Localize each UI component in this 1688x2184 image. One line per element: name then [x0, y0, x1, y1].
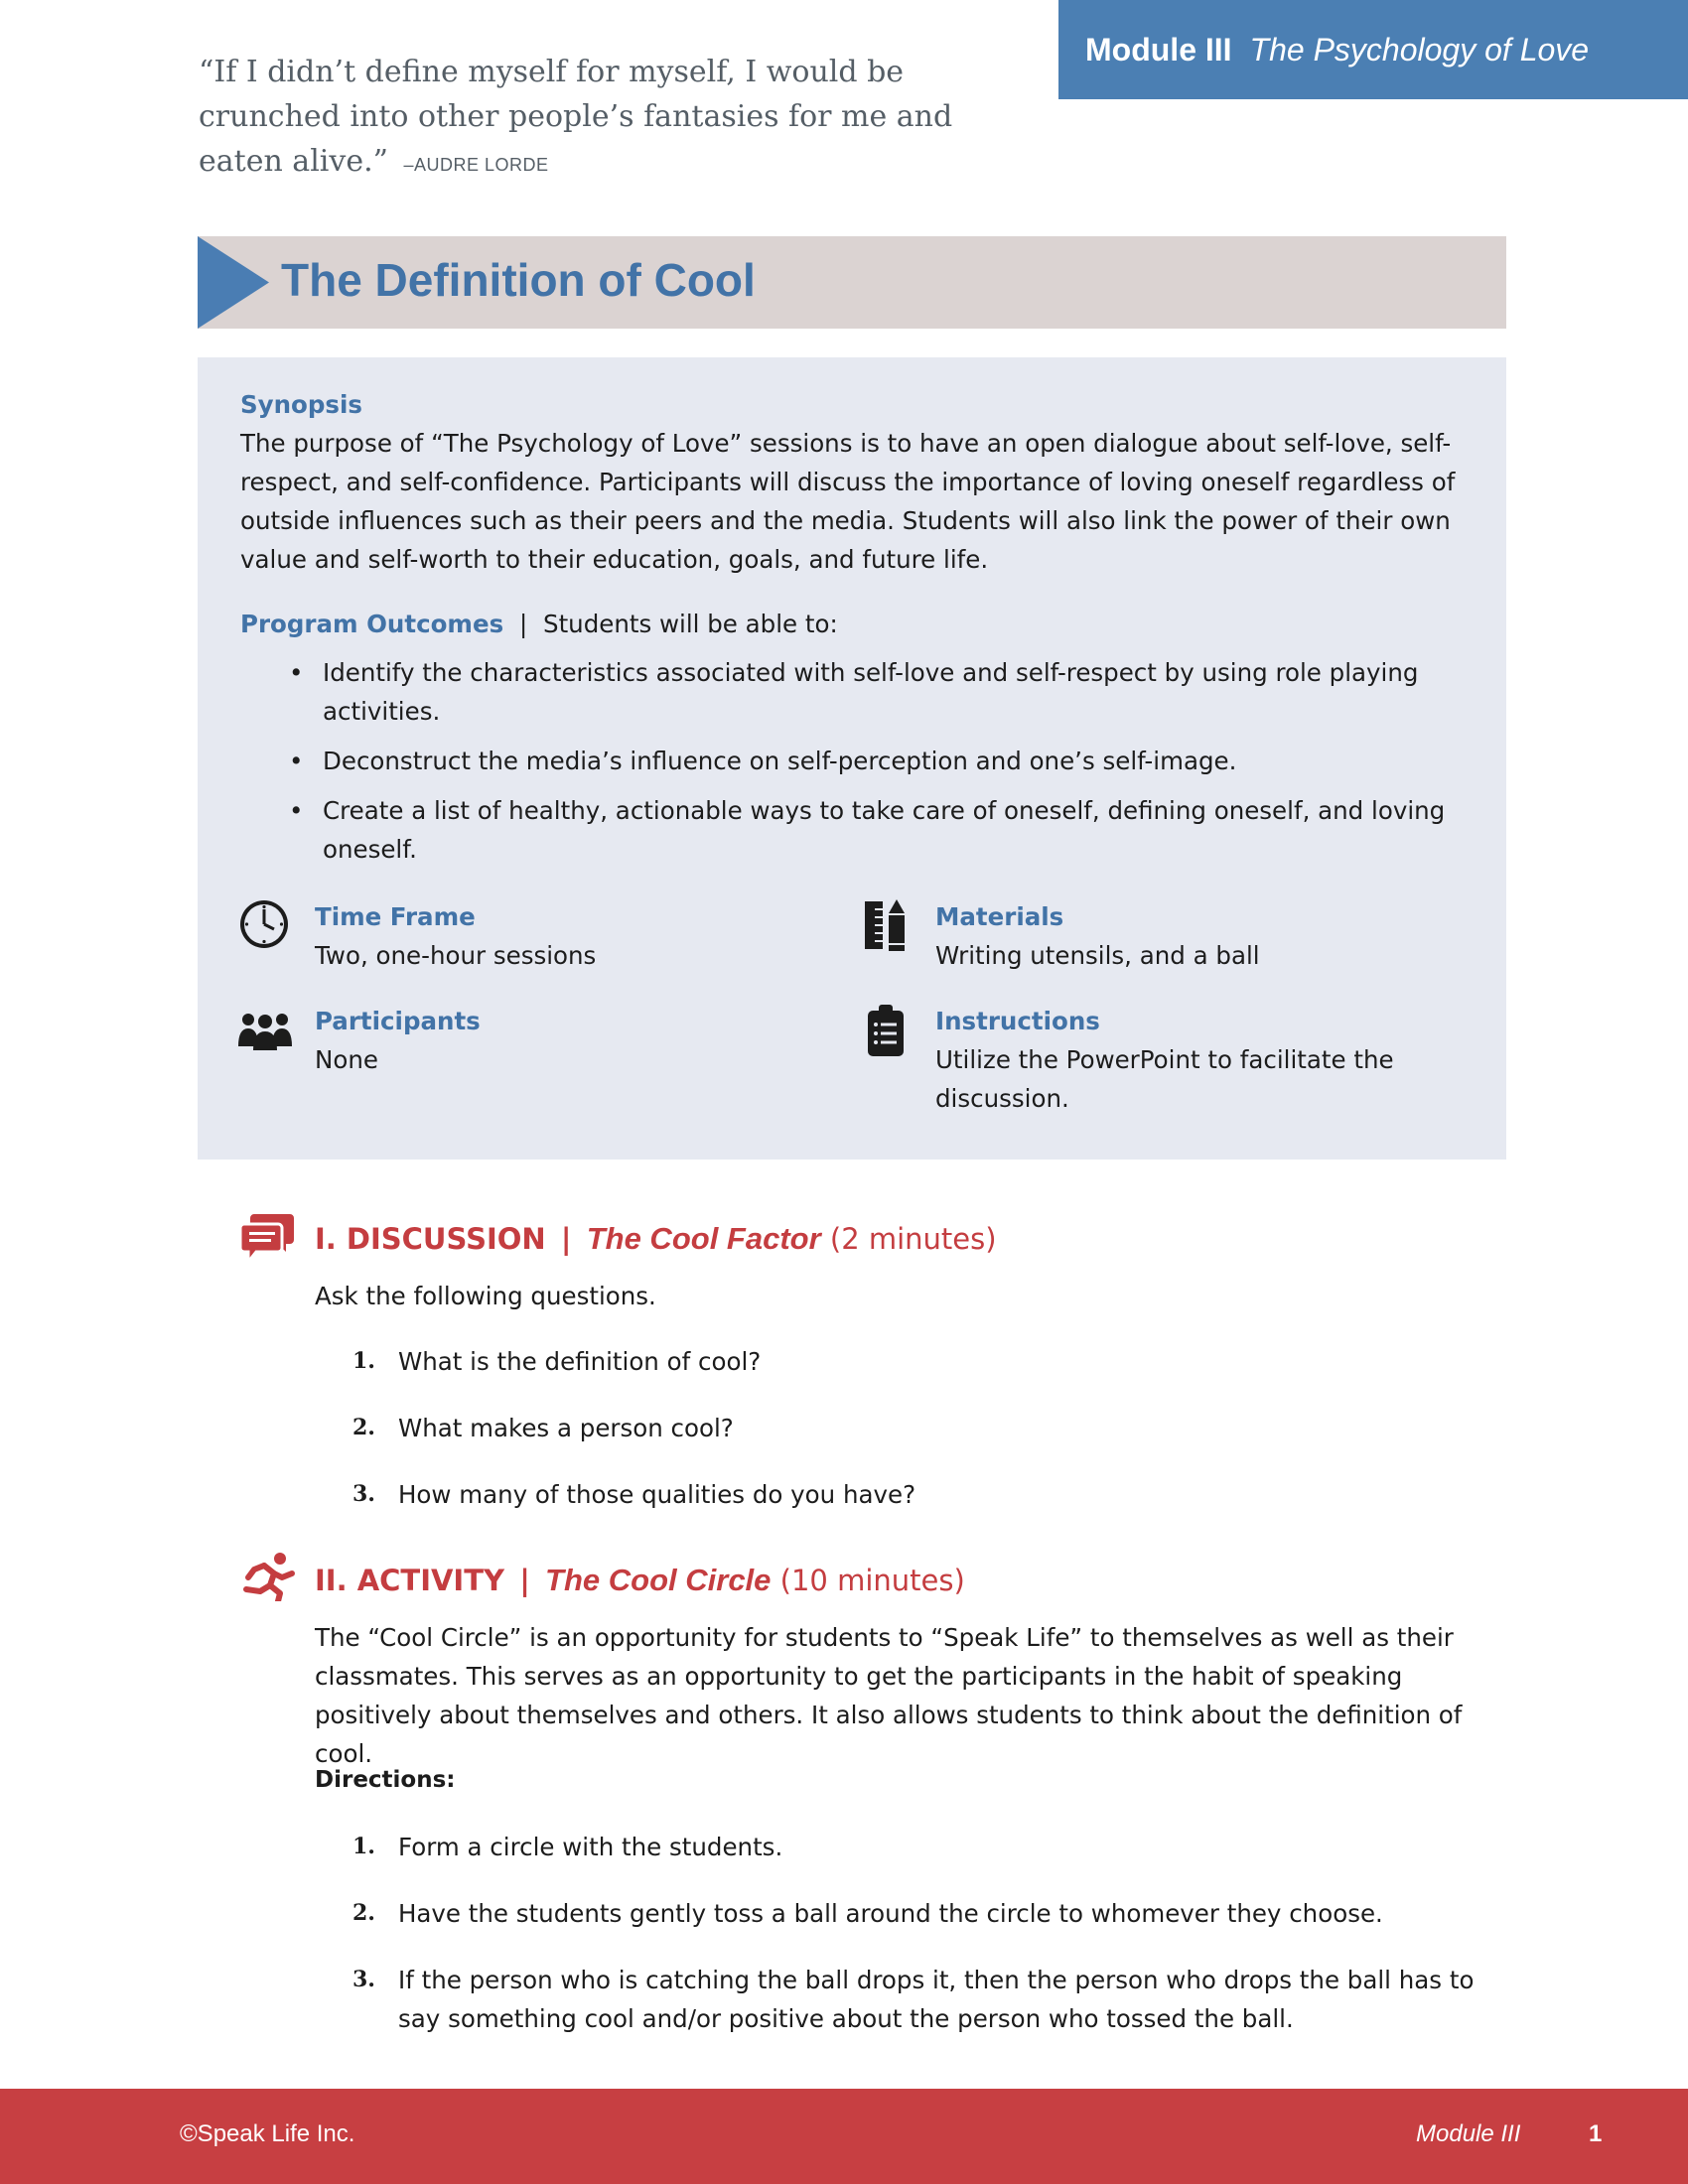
synopsis-text: The purpose of “The Psychology of Love” sessions is to have an open dialogue about self-love, self-respect, and self-confidence. Participants will discuss the importance of loving oneself regardless of outside influences such as their peers and the media. Students will also link the power of their own value and self-worth to their education, goals, and future life. [240, 429, 1456, 574]
list-item: 1. Form a circle with the students. [352, 1833, 783, 1861]
page-number: 1 [1589, 2120, 1603, 2147]
title-arrow-icon [198, 236, 271, 329]
list-item: • Identify the characteristics associated with self-love and self-respect by using role playing activities. [289, 658, 1419, 726]
discussion-separator: | [560, 1222, 572, 1256]
materials-text: Writing utensils, and a ball [935, 941, 1260, 970]
discussion-intro: Ask the following questions. [315, 1282, 656, 1310]
activity-separator: | [519, 1564, 530, 1597]
list-item: • Deconstruct the media’s influence on self-perception and one’s self-image. [289, 747, 1237, 775]
discussion-duration: (2 minutes) [829, 1222, 997, 1256]
participants-text: None [315, 1045, 378, 1074]
module-header-tab [1058, 0, 1688, 99]
page-footer [0, 2089, 1688, 2184]
activity-subtitle: The Cool Circle [545, 1563, 772, 1597]
running-person-icon [240, 1552, 296, 1601]
discussion-heading [315, 1219, 997, 1259]
module-number: Module III [1085, 31, 1232, 68]
clock-icon [238, 898, 290, 950]
list-item: 2. What makes a person cool? [352, 1414, 734, 1442]
quote-author: –AUDRE LORDE [403, 155, 549, 175]
list-item: 3. If the person who is catching the ball drops it, then the person who drops the ball has to say something cool and/or positive about the person who tossed the ball. [352, 1966, 1475, 2033]
outcomes-list [285, 653, 1457, 880]
discussion-label: I. DISCUSSION [315, 1222, 546, 1256]
activity-label: II. ACTIVITY [315, 1564, 505, 1597]
activity-duration: (10 minutes) [779, 1564, 965, 1597]
pencil-ruler-icon [865, 899, 909, 951]
list-item: 1. What is the definition of cool? [352, 1347, 762, 1376]
instructions-text: Utilize the PowerPoint to facilitate the discussion. [935, 1045, 1394, 1113]
module-name: The Psychology of Love [1249, 31, 1590, 68]
list-item: 2. Have the students gently toss a ball around the circle to whomever they choose. [352, 1899, 1383, 1928]
chat-bubbles-icon [240, 1212, 294, 1264]
synopsis-heading: Synopsis [240, 390, 362, 419]
footer-copyright: ©Speak Life Inc. [180, 2120, 355, 2147]
list-item: • Create a list of healthy, actionable ways to take care of oneself, defining oneself, and loving oneself. [289, 796, 1446, 864]
outcomes-heading: Program Outcomes [240, 610, 504, 638]
outcomes-intro: Students will be able to: [543, 610, 838, 638]
instructions-heading: Instructions [935, 1007, 1100, 1035]
directions-list [352, 1828, 1504, 2038]
epigraph-quote [199, 50, 973, 188]
page-title: The Definition of Cool [281, 254, 756, 306]
footer-module: Module III [1416, 2120, 1521, 2147]
directions-label: Directions: [315, 1767, 456, 1793]
outcomes-separator: | [518, 610, 528, 638]
participants-heading: Participants [315, 1007, 481, 1035]
time-frame-text: Two, one-hour sessions [315, 941, 597, 970]
discussion-question-list [352, 1342, 1504, 1514]
clipboard-icon [868, 1005, 904, 1056]
list-item: 3. How many of those qualities do you have? [352, 1480, 916, 1509]
activity-heading [315, 1561, 965, 1600]
outcomes-heading-line [240, 605, 838, 643]
discussion-subtitle: The Cool Factor [586, 1221, 821, 1256]
materials-heading: Materials [935, 902, 1064, 931]
time-frame-heading: Time Frame [315, 902, 476, 931]
activity-text: The “Cool Circle” is an opportunity for students to “Speak Life” to themselves as well as their classmates. This serves as an opportunity to get the participants in the habit of speaking positively about themselves and others. It also allows students to think about the definition of cool. [315, 1623, 1463, 1768]
people-icon [238, 1011, 292, 1050]
quote-text: “If I didn’t define myself for myself, I would be crunched into other people’s fantasies for me and eaten alive.” [199, 55, 953, 179]
